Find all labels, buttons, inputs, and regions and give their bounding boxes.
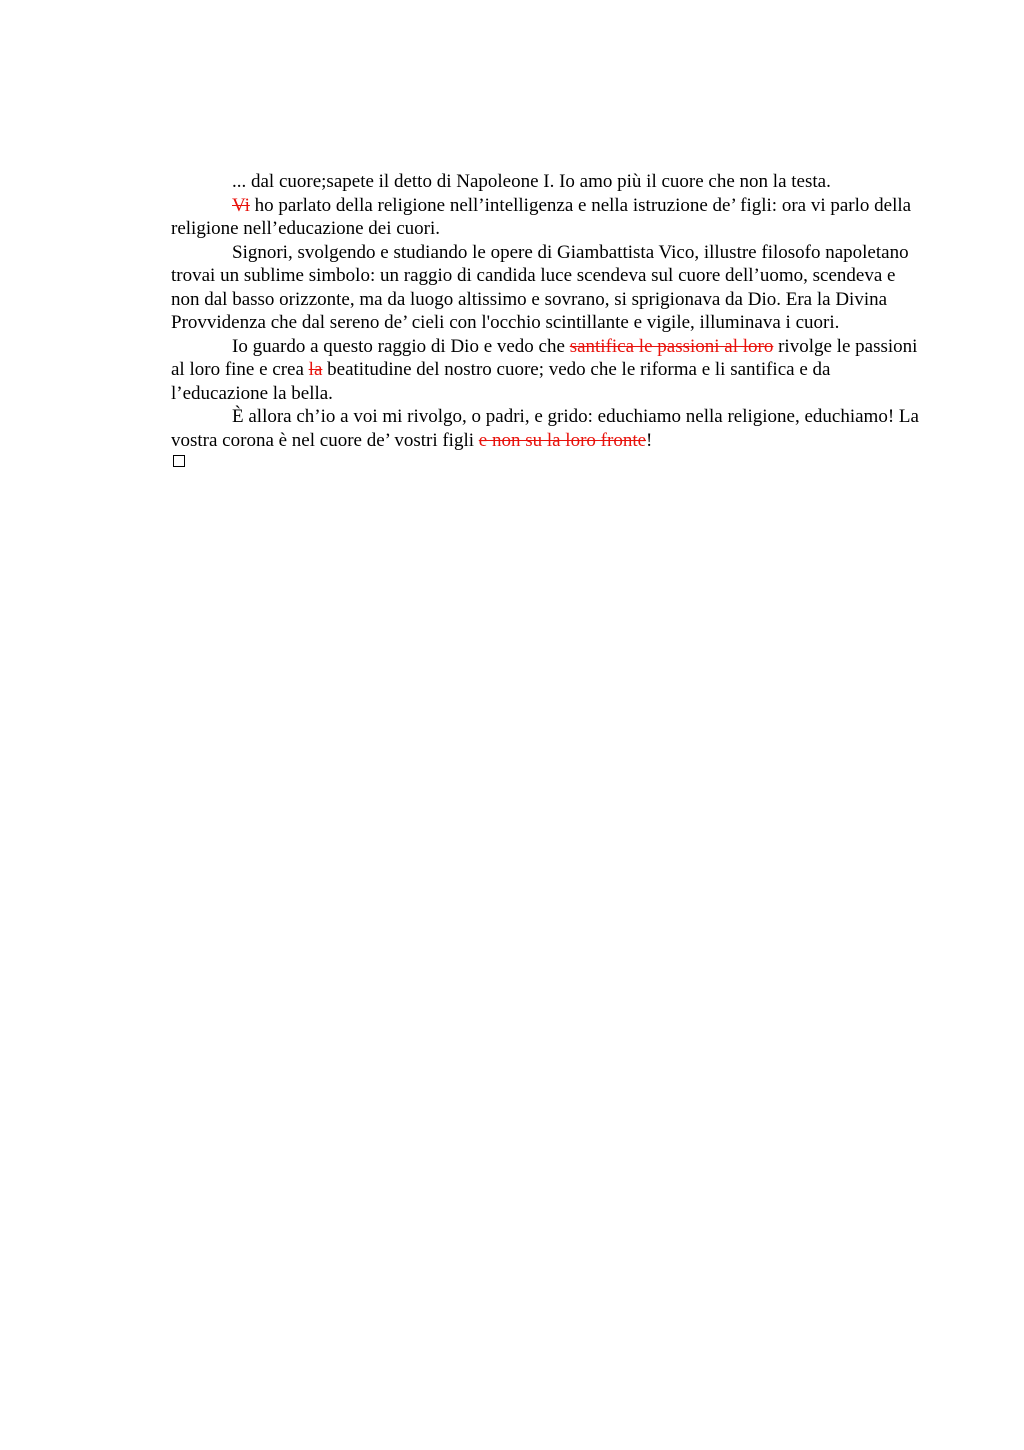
deleted-text: Vi (232, 194, 250, 216)
deleted-text: santifica le passioni al loro (569, 335, 774, 357)
paragraph (171, 405, 927, 452)
paragraph (171, 241, 927, 335)
paragraph (171, 170, 927, 194)
deleted-text: e non su la loro fronte (478, 429, 647, 451)
text-run: rivolge le passioni al loro fine e crea (171, 335, 918, 380)
empty-square-icon (173, 455, 185, 467)
text-run: È allora ch’io a voi mi rivolgo, o padri, e grido: educhiamo nella religione, educhiamo! La vostra corona è nel cuore de’ vostri figli (171, 406, 919, 451)
deleted-text: la (308, 359, 323, 380)
text-run: ! (646, 429, 653, 451)
document-page (171, 170, 927, 467)
text-run: Io guardo a questo raggio di Dio e vedo che (232, 335, 570, 357)
text-run: ... dal cuore;sapete il detto di Napoleone I. Io amo più il cuore che non la testa. (232, 171, 831, 192)
text-run: ho parlato della religione nell’intelligenza e nella istruzione de’ figli: ora vi parlo della religione nell’educazione dei cuori. (171, 194, 912, 239)
text-run: beatitudine del nostro cuore; vedo che le riforma e li santifica e da l’educazione la bella. (171, 359, 831, 404)
paragraph (171, 335, 927, 406)
paragraph (171, 194, 927, 241)
text-run: Signori, svolgendo e studiando le opere di Giambattista Vico, illustre filosofo napoletano trovai un sublime simbolo: un raggio di candida luce scendeva sul cuore dell’uomo, scendeva e non dal basso orizzonte, ma da luogo altissimo e sovrano, si sprigionava da Dio. Era la Divina Provvidenza che dal sereno de’ cieli con l'occhio scintillante e vigile, illuminava i cuori. (171, 241, 909, 333)
